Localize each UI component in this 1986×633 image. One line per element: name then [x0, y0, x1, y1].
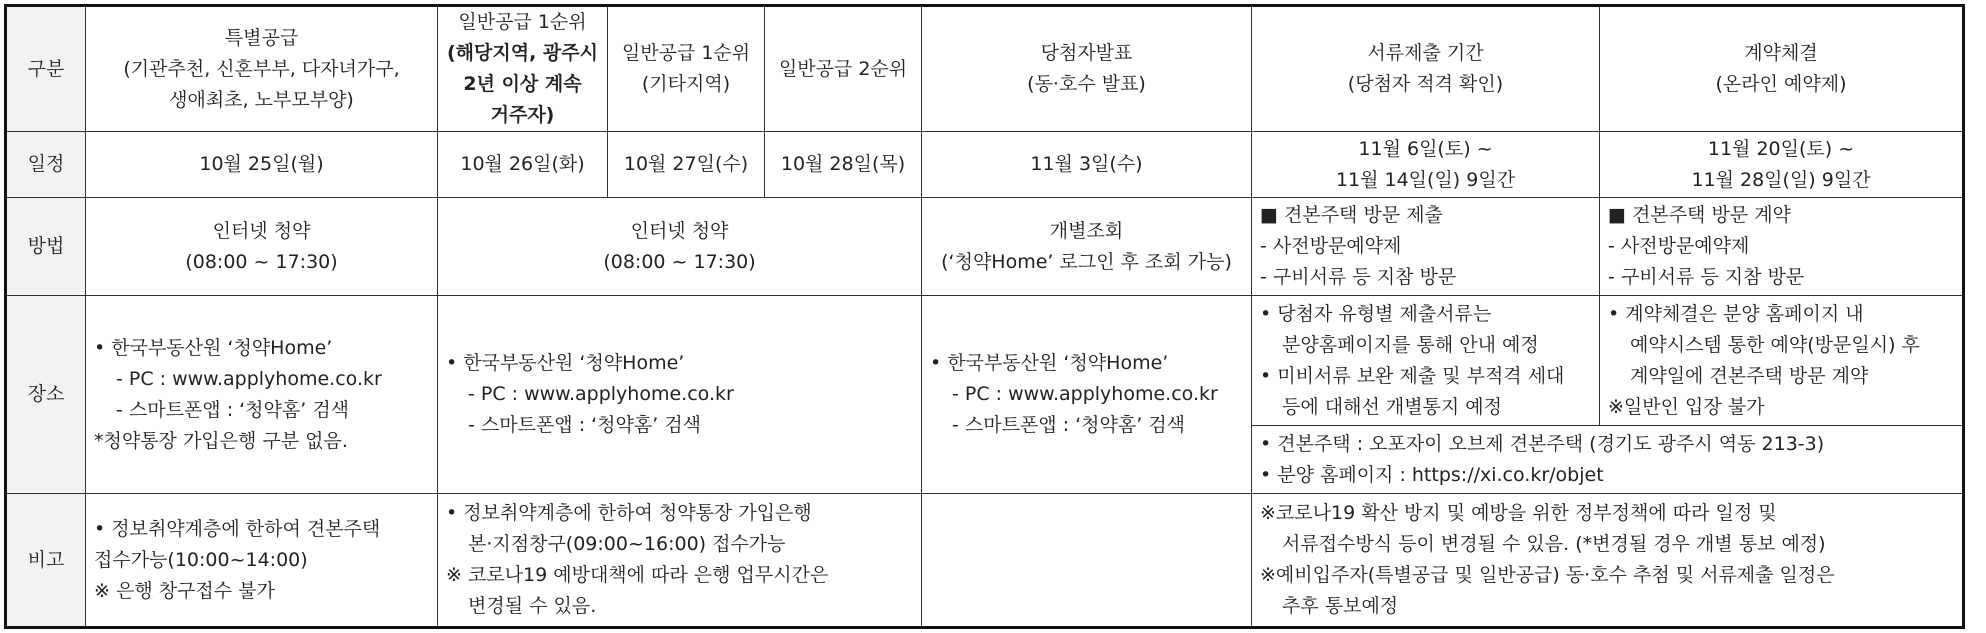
- schedule-general-1st-other: 10월 27일(수): [608, 132, 765, 198]
- schedule-document: [4, 4, 1962, 626]
- notes-winner-empty: [922, 494, 1252, 628]
- place-contract: • 계약체결은 분양 홈페이지 내 예약시스템 통한 예약(방문일시) 후 계약일에 견본주택 방문 계약 ※일반인 입장 불가: [1600, 296, 1964, 426]
- header-document-submission: 서류제출 기간 (당첨자 적격 확인): [1252, 6, 1600, 132]
- header-row: [6, 6, 1964, 132]
- header-category: 구분: [6, 6, 86, 132]
- header-contract: 계약체결 (온라인 예약제): [1600, 6, 1964, 132]
- header-general-1st-other: 일반공급 1순위 (기타지역): [608, 6, 765, 132]
- schedule-contract: 11월 20일(토) ~ 11월 28일(일) 9일간: [1600, 132, 1964, 198]
- notes-docs-contract: ※코로나19 확산 방지 및 예방을 위한 정부정책에 따라 일정 및 서류접수방식 등이 변경될 수 있음. (*변경될 경우 개별 통보 예정) ※예비입주자(특별공급 및 일반공급) 동·호수 추첨 및 서류제출 일정은 추후 통보예정: [1252, 494, 1964, 628]
- method-contract: ■ 견본주택 방문 계약 - 사전방문예약제 - 구비서류 등 지참 방문: [1600, 198, 1964, 296]
- header-general-1st-local: 일반공급 1순위 (해당지역, 광주시 2년 이상 계속 거주자): [438, 6, 608, 132]
- row-label-schedule: 일정: [6, 132, 86, 198]
- notes-general: • 정보취약계층에 한하여 청약통장 가입은행 본·지점창구(09:00~16:00) 접수가능 ※ 코로나19 예방대책에 따라 은행 업무시간은 변경될 수 있음.: [438, 494, 922, 628]
- row-label-method: 방법: [6, 198, 86, 296]
- place-row: [6, 296, 1964, 426]
- place-model-house-info: • 견본주택 : 오포자이 오브제 견본주택 (경기도 광주시 역동 213-3) • 분양 홈페이지 : https://xi.co.kr/objet: [1252, 426, 1964, 494]
- notes-row: [6, 494, 1964, 628]
- application-schedule-table: [4, 4, 1965, 629]
- notes-special: • 정보취약계층에 한하여 견본주택 접수가능(10:00~14:00) ※ 은행 창구접수 불가: [86, 494, 438, 628]
- schedule-docs: 11월 6일(토) ~ 11월 14일(일) 9일간: [1252, 132, 1600, 198]
- header-winner-announcement: 당첨자발표 (동·호수 발표): [922, 6, 1252, 132]
- method-special: 인터넷 청약 (08:00 ~ 17:30): [86, 198, 438, 296]
- method-winner: 개별조회 (‘청약Home’ 로그인 후 조회 가능): [922, 198, 1252, 296]
- row-label-place: 장소: [6, 296, 86, 494]
- method-row: [6, 198, 1964, 296]
- schedule-general-1st-local: 10월 26일(화): [438, 132, 608, 198]
- place-docs: • 당첨자 유형별 제출서류는 분양홈페이지를 통해 안내 예정 • 미비서류 보완 제출 및 부적격 세대 등에 대해선 개별통지 예정: [1252, 296, 1600, 426]
- place-general: • 한국부동산원 ‘청약Home’ - PC : www.applyhome.co.kr - 스마트폰앱 : ‘청약홈’ 검색: [438, 296, 922, 494]
- schedule-winner: 11월 3일(수): [922, 132, 1252, 198]
- place-special: • 한국부동산원 ‘청약Home’ - PC : www.applyhome.co.kr - 스마트폰앱 : ‘청약홈’ 검색 *청약통장 가입은행 구분 없음.: [86, 296, 438, 494]
- header-general-2nd: 일반공급 2순위: [765, 6, 922, 132]
- method-general: 인터넷 청약 (08:00 ~ 17:30): [438, 198, 922, 296]
- schedule-special: 10월 25일(월): [86, 132, 438, 198]
- header-special-supply: 특별공급 (기관추천, 신혼부부, 다자녀가구, 생애최초, 노부모부양): [86, 6, 438, 132]
- schedule-general-2nd: 10월 28일(목): [765, 132, 922, 198]
- place-winner: • 한국부동산원 ‘청약Home’ - PC : www.applyhome.co.kr - 스마트폰앱 : ‘청약홈’ 검색: [922, 296, 1252, 494]
- row-label-notes: 비고: [6, 494, 86, 628]
- schedule-row: [6, 132, 1964, 198]
- method-docs: ■ 견본주택 방문 제출 - 사전방문예약제 - 구비서류 등 지참 방문: [1252, 198, 1600, 296]
